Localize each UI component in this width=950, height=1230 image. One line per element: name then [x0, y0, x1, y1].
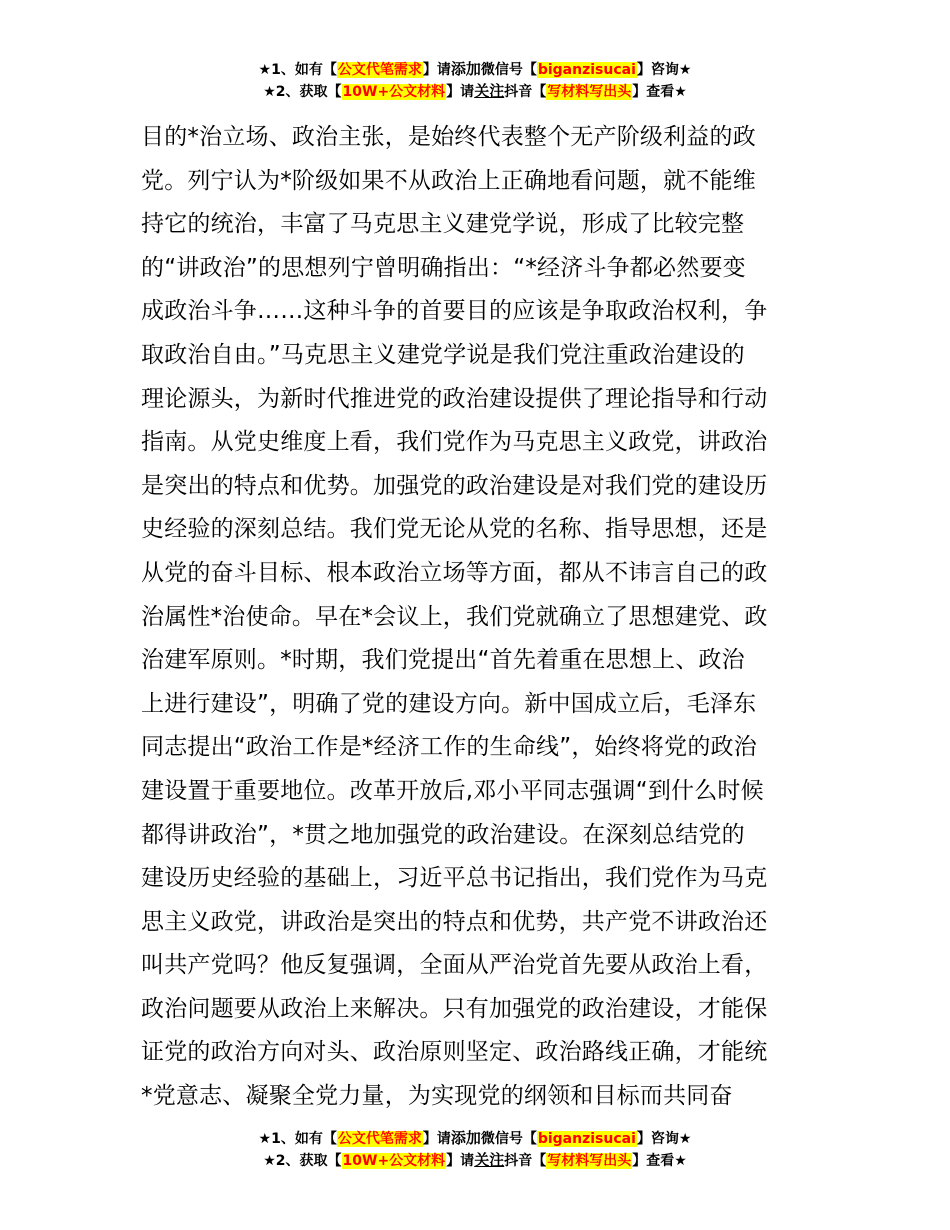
body-line: 成政治斗争……这种斗争的首要目的应该是争取政治权利，争	[141, 298, 768, 325]
banner-text: ★1、如有【	[258, 62, 337, 78]
footer-banner	[0, 1128, 950, 1172]
header-banner	[0, 59, 950, 103]
banner-text: 抖音【	[504, 84, 547, 100]
body-line: 取政治自由。”马克思主义建党学说是我们党注重政治建设的	[141, 341, 745, 368]
body-line: 从党的奋斗目标、根本政治立场等方面，都从不讳言自己的政	[141, 559, 768, 586]
banner-text: 】请	[422, 62, 451, 78]
banner-text: 】请	[446, 1153, 475, 1169]
body-line: *党意志、凝聚全党力量，为实现党的纲领和目标而共同奋	[141, 1083, 733, 1110]
body-line: 同志提出“政治工作是*经济工作的生命线”，始终将党的政治	[141, 734, 757, 761]
body-line: 持它的统治，丰富了马克思主义建党学说，形成了比较完整	[141, 211, 745, 238]
body-line: 是突出的特点和优势。加强党的政治建设是对我们党的建设历	[141, 472, 768, 499]
banner-emphasis: 关注	[474, 82, 505, 100]
body-line: 建设历史经验的基础上，习近平总书记指出，我们党作为马克	[141, 865, 768, 892]
banner-emphasis: 添加	[450, 60, 481, 78]
banner-text: 】咨询★	[636, 1131, 692, 1147]
banner-text: ★2、获取【	[263, 84, 342, 100]
banner-text: 】咨询★	[636, 62, 692, 78]
banner-text: ★2、获取【	[263, 1153, 342, 1169]
body-line: 治建军原则。*时期，我们党提出“首先着重在思想上、政治	[141, 647, 745, 674]
banner-emphasis: 添加	[450, 1129, 481, 1147]
body-line: 理论源头，为新时代推进党的政治建设提供了理论指导和行动	[141, 385, 768, 412]
banner-line-1	[0, 59, 950, 81]
body-line: 思主义政党，讲政治是突出的特点和优势，共产党不讲政治还	[141, 908, 768, 935]
body-line: 目的*治立场、政治主张，是始终代表整个无产阶级利益的政	[141, 124, 756, 150]
banner-text: 抖音【	[504, 1153, 547, 1169]
banner-highlight: 写材料写出头	[547, 84, 632, 100]
banner-line-2	[0, 1150, 950, 1172]
banner-highlight: 公文代笔需求	[337, 62, 422, 78]
banner-text: ★1、如有【	[258, 1131, 337, 1147]
banner-line-2	[0, 81, 950, 103]
banner-text: 微信号【	[480, 1131, 537, 1147]
banner-text: 】请	[446, 84, 475, 100]
banner-line-1	[0, 1128, 950, 1150]
banner-text: 微信号【	[480, 62, 537, 78]
banner-emphasis: 关注	[474, 1151, 505, 1169]
body-line: 政治问题要从政治上来解决。只有加强党的政治建设，才能保	[141, 995, 768, 1022]
banner-highlight: 写材料写出头	[547, 1153, 632, 1169]
banner-text: 】查看★	[632, 1153, 687, 1169]
banner-highlight: 公文代笔需求	[337, 1131, 422, 1147]
banner-highlight: 10W+公文材料	[342, 1153, 446, 1169]
document-body	[141, 116, 813, 1119]
banner-highlight: 10W+公文材料	[342, 84, 446, 100]
banner-highlight: biganzisucai	[537, 1131, 636, 1147]
body-line: 党。列宁认为*阶级如果不从政治上正确地看问题，就不能维	[141, 167, 756, 194]
body-line: 证党的政治方向对头、政治原则坚定、政治路线正确，才能统	[141, 1039, 768, 1066]
body-line: 的“讲政治”的思想列宁曾明确指出：“*经济斗争都必然要变	[141, 254, 746, 281]
banner-text: 】查看★	[632, 84, 687, 100]
body-line: 建设置于重要地位。改革开放后,邓小平同志强调“到什么时候	[141, 777, 764, 804]
body-line: 上进行建设”，明确了党的建设方向。新中国成立后，毛泽东	[141, 690, 757, 717]
banner-text: 】请	[422, 1131, 451, 1147]
body-line: 都得讲政治”，*贯之地加强党的政治建设。在深刻总结党的	[141, 821, 745, 848]
body-line: 治属性*治使命。早在*会议上，我们党就确立了思想建党、政	[141, 603, 768, 630]
body-line: 史经验的深刻总结。我们党无论从党的名称、指导思想，还是	[141, 516, 768, 543]
body-line: 叫共产党吗？他反复强调，全面从严治党首先要从政治上看，	[141, 952, 768, 979]
body-line: 指南。从党史维度上看，我们党作为马克思主义政党，讲政治	[141, 429, 768, 456]
banner-highlight: biganzisucai	[537, 62, 636, 78]
